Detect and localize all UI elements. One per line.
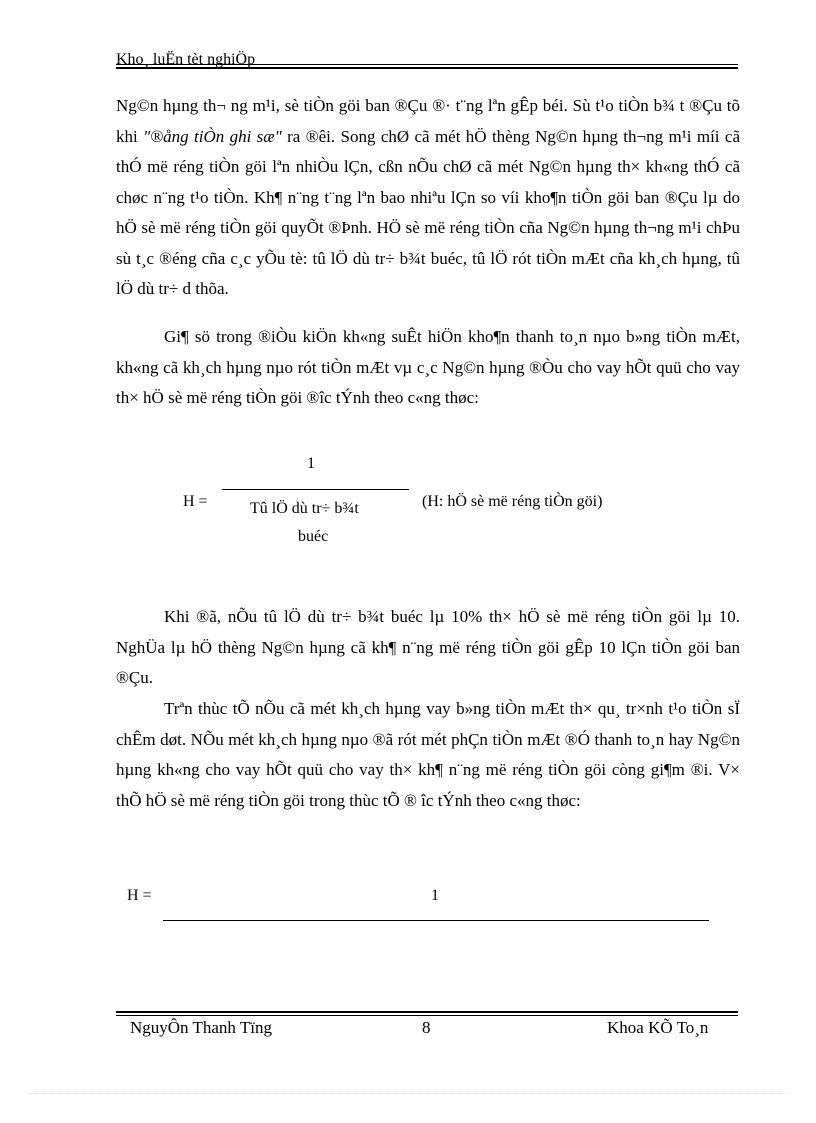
paragraph-1-quote: "®ång tiÒn ghi sæ" (143, 126, 282, 146)
paragraph-4: Trªn thùc tÕ nÕu cã mét kh¸ch hµng vay b»ng tiÒn mÆt th× qu¸ tr×nh t¹o tiÒn sÏ chÊm døt. NÕu mét kh¸ch hµng nµo ®ã rót mét phÇn tiÒn mÆt ®Ó thanh to¸n hay Ng©n hµng kh«ng cho vay hÕt quü cho vay th× kh¶ n¨ng më réng tiÒn göi còng gi¶m ®i. V× thÕ hÖ sè më réng tiÒn göi trong thùc tÕ ® îc tÝnh theo c«ng thøc: (116, 699, 740, 810)
footer-department: Khoa KÕ To¸n (607, 1018, 709, 1037)
formula-2-lhs: H = (127, 887, 152, 904)
header-rule-thick (116, 67, 738, 69)
formula-1-lhs: H = (183, 493, 208, 510)
paragraph-3: Khi ®ã, nÕu tû lÖ dù tr÷ b¾t buéc lµ 10% th× hÖ sè më réng tiÒn göi lµ 10. NghÜa lµ hÖ thèng Ng©n hµng cã kh¶ n¨ng më réng tiÒn göi gÊp 10 lÇn tiÒn göi ban ®Çu. (116, 607, 740, 687)
page-number: 8 (422, 1018, 431, 1037)
footer-author: NguyÔn Thanh Tïng (130, 1018, 272, 1037)
paragraph-4-block (116, 694, 740, 816)
paragraph-1 (116, 91, 740, 305)
paragraph-1-text-b: ra ®êi. Song chØ cã mét hÖ thèng Ng©n hµng th¬ng m¹i míi cã thÓ më réng tiÒn göi lªn nhiÒu lÇn, cßn nÕu chØ cã mét Ng©n hµng th× kh«ng thÓ cã chøc n¨ng t¹o tiÒn. Kh¶ n¨ng t¨ng lªn bao nhiªu lÇn so víi kho¶n tiÒn göi ban ®Çu lµ do hÖ sè më réng tiÒn göi quyÕt ®Þnh. HÖ sè më réng tiÒn cña Ng©n hµng th¬ng m¹i chÞu sù t¸c ®éng cña c¸c yÕu tè: tû lÖ dù tr÷ b¾t buéc, tû lÖ rót tiÒn mÆt cña kh¸ch hµng, tû lÖ dù tr÷ d thõa. (116, 126, 740, 298)
formula-2-numerator: 1 (431, 887, 439, 904)
header-title: Kho¸ luËn tèt nghiÖp (116, 51, 256, 68)
paragraph-1-text-a: Ng©n hµng th¬ ng m¹i, sè tiÒn göi ban ®Çu ®· t¨ng lªn gÊp béi. Sù t¹o tiÒn b¾ t ®Çu tõ khi (116, 96, 740, 146)
formula-1-note: (H: hÖ sè më réng tiÒn göi) (422, 493, 603, 510)
formula-1-fraction-line (222, 489, 409, 490)
footer-rule-thick (116, 1011, 738, 1013)
page-edge (28, 1093, 788, 1094)
formula-2-fraction-line (163, 920, 709, 921)
footer-rule (116, 1015, 738, 1016)
formula-1-numerator: 1 (307, 455, 315, 472)
paragraph-1-block (116, 91, 740, 305)
formula-1-denominator-line-1: Tû lÖ dù tr÷ b¾t (250, 500, 359, 517)
header-rule (116, 64, 738, 65)
paragraph-3-block (116, 602, 740, 694)
paragraph-2: Gi¶ sö trong ®iÒu kiÖn kh«ng suÊt hiÖn kho¶n thanh to¸n nµo b»ng tiÒn mÆt, kh«ng cã kh¸ch hµng nµo rót tiÒn mÆt vµ c¸c Ng©n hµng ®Òu cho vay hÕt quü cho vay th× hÖ sè më réng tiÒn göi ®îc tÝnh theo c«ng thøc: (116, 327, 740, 407)
formula-1-denominator-line-2: buéc (298, 528, 329, 545)
paragraph-2-block (116, 322, 740, 414)
